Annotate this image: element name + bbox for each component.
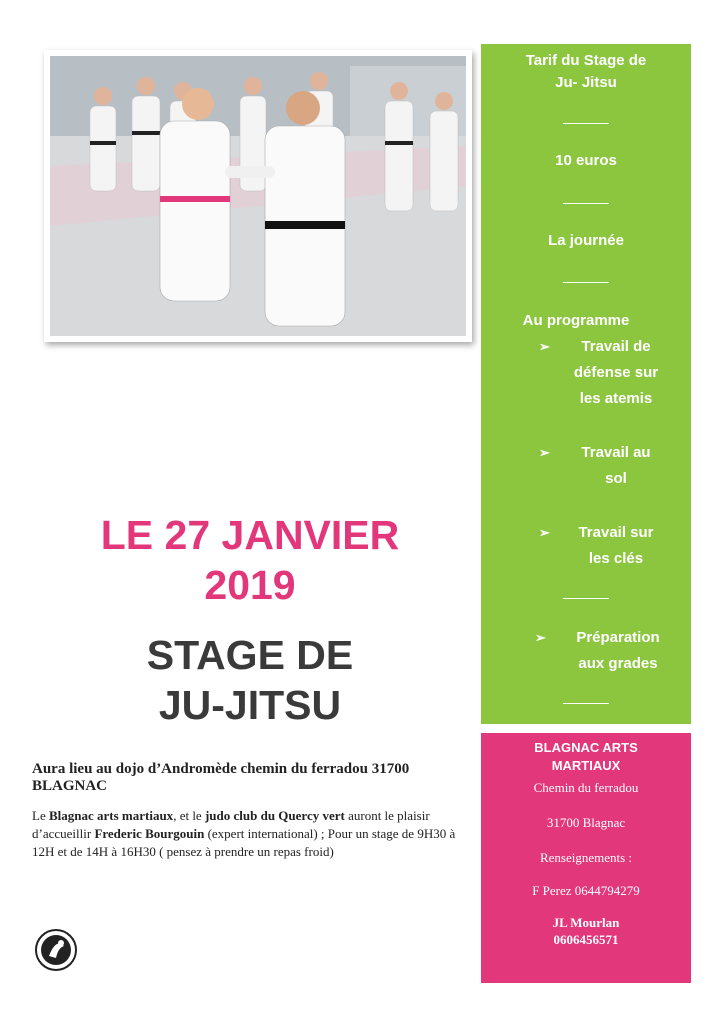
- tarif-duration: La journée: [548, 232, 624, 249]
- org-name-line2: MARTIAUX: [551, 758, 621, 773]
- event-date-line2: 2019: [204, 562, 296, 608]
- programme-item: [535, 625, 679, 677]
- contact-name-2: JL Mourlan: [552, 915, 620, 930]
- org-name: [481, 739, 691, 775]
- programme-item-line: défense sur: [573, 364, 659, 381]
- arrow-bullet-icon: ➢: [539, 525, 550, 540]
- photo-illustration: [50, 56, 466, 336]
- desc-text: , et le: [173, 808, 205, 823]
- divider: [563, 598, 609, 599]
- divider: [563, 123, 609, 124]
- stage-title-line2: JU-JITSU: [158, 682, 342, 728]
- contact-panel: [481, 733, 691, 983]
- programme-item-line: Travail de: [581, 338, 651, 355]
- programme-item-line: aux grades: [578, 655, 658, 672]
- programme-item-line: les atemis: [579, 390, 653, 407]
- desc-text: auront le plaisir d’accueillir: [32, 808, 430, 841]
- event-date: [30, 510, 470, 610]
- org-name-line1: BLAGNAC ARTS: [534, 740, 638, 755]
- programme-item-line: Travail sur: [578, 524, 654, 541]
- programme-label: Au programme: [522, 312, 630, 329]
- venue-text: Aura lieu au dojo d’Andromède chemin du ferradou 31700 BLAGNAC: [32, 761, 410, 794]
- club-name: Blagnac arts martiaux: [48, 808, 174, 823]
- stage-title-line1: STAGE DE: [146, 632, 354, 678]
- desc-text: Le: [32, 808, 49, 823]
- programme-item-line: Travail au: [581, 444, 651, 461]
- stage-title: [30, 630, 470, 730]
- club-logo: [34, 928, 78, 972]
- ju-jitsu-photo: [50, 56, 466, 336]
- programme-item-line: les clés: [588, 550, 644, 567]
- photo-frame: [44, 50, 472, 342]
- divider: [563, 203, 609, 204]
- event-date-line1: LE 27 JANVIER: [100, 512, 400, 558]
- contact-city: 31700 Blagnac: [546, 815, 626, 830]
- tarif-title-line1: Tarif du Stage de: [525, 52, 647, 69]
- tarif-panel: [481, 44, 691, 724]
- contact-phone-1: F Perez 0644794279: [532, 883, 640, 898]
- programme-item-line: Préparation: [576, 629, 660, 646]
- club-name: judo club du Quercy vert: [204, 808, 345, 823]
- programme-item: [539, 520, 671, 572]
- arrow-bullet-icon: ➢: [539, 339, 550, 354]
- programme-item-line: sol: [605, 470, 627, 487]
- event-description: [32, 807, 462, 861]
- guest-name: Frederic Bourgouin: [94, 826, 205, 841]
- tarif-price: 10 euros: [555, 152, 617, 169]
- desc-text: (expert international) ; Pour un stage de 9H30 à 12H et de 14H à 16H30 ( pensez à prendre un repas froid): [32, 826, 456, 859]
- contact-phone-2: 0606456571: [553, 932, 619, 947]
- arrow-bullet-icon: ➢: [539, 445, 550, 460]
- contact-street: Chemin du ferradou: [533, 780, 639, 795]
- contact-info-label: Renseignements :: [539, 850, 633, 865]
- programme-item: [539, 440, 671, 492]
- programme-item: [539, 334, 671, 412]
- divider: [563, 703, 609, 704]
- tarif-title: [481, 50, 691, 94]
- divider: [563, 282, 609, 283]
- arrow-bullet-icon: ➢: [535, 630, 546, 645]
- tarif-title-line2: Ju- Jitsu: [555, 74, 617, 91]
